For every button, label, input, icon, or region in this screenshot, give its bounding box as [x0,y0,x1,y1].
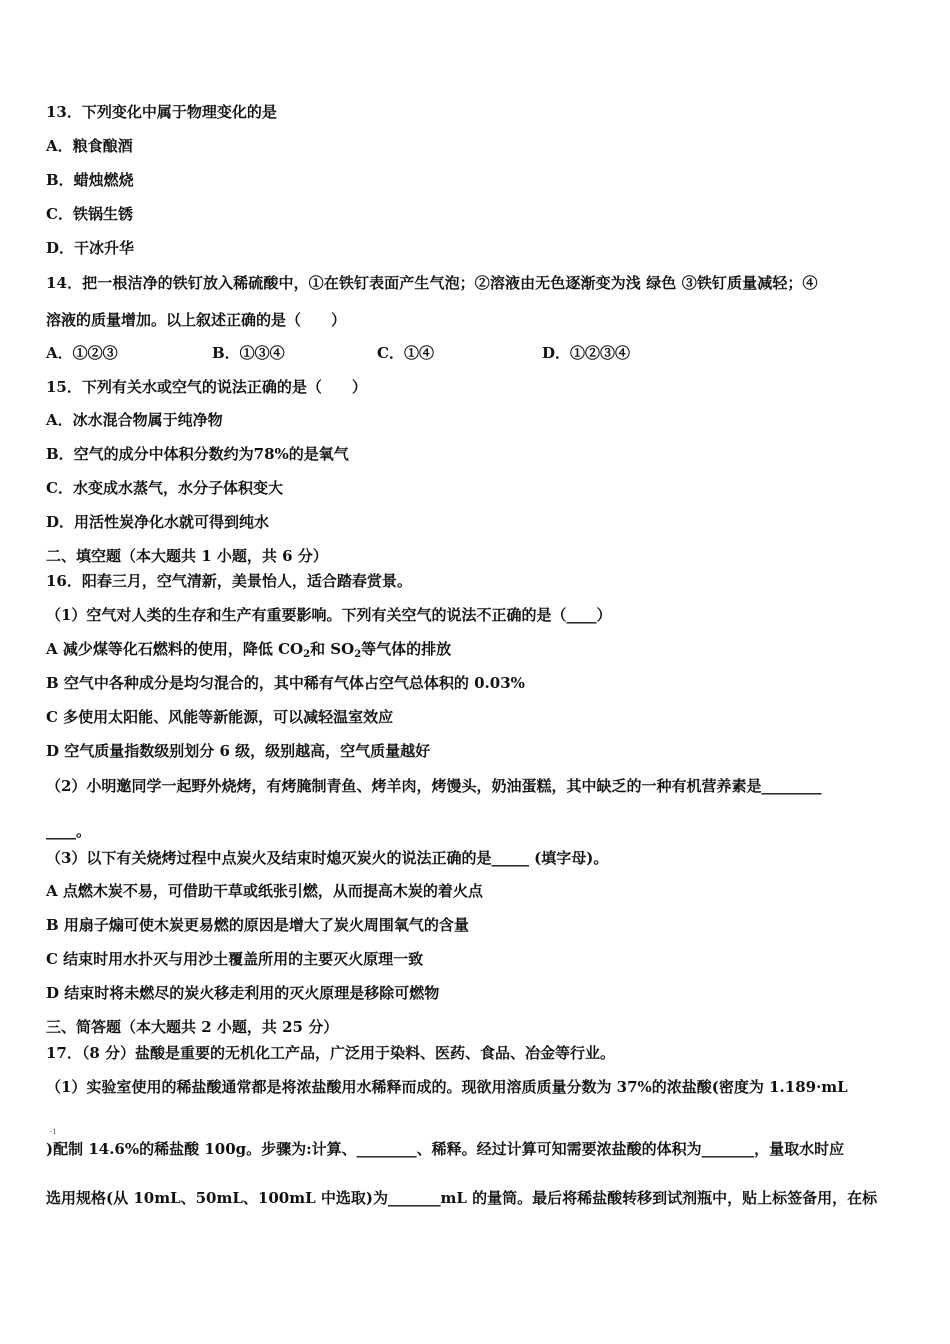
q16-part1-option-a [46,639,451,665]
q16-part3-option-b: B 用扇子煽可使木炭更易燃的原因是增大了炭火周围氧气的含量 [46,916,469,934]
q16-part2-continuation: ____。 [46,822,92,840]
q16-part1: （1）空气对人类的生存和生产有重要影响。下列有关空气的说法不正确的是（____） [46,606,612,624]
q14-option-c: C．①④ [377,344,434,362]
q15-stem: 15．下列有关水或空气的说法正确的是（ ） [46,378,367,396]
q16-part3-option-a: A 点燃木炭不易，可借助干草或纸张引燃，从而提高木炭的着火点 [46,882,483,900]
q17-part1-line2: )配制 14.6%的稀盐酸 100g。步骤为:计算、________、稀释。经过计算可知需要浓盐酸的体积为_______，量取水时应 [46,1140,845,1158]
superscript-mark: -1 [50,1128,57,1136]
q13-option-c: C．铁锅生锈 [46,205,133,223]
q14-stem-line2: 溶液的质量增加。以上叙述正确的是（ ） [46,311,347,329]
q16-part3-option-d: D 结束时将未燃尽的炭火移走利用的灭火原理是移除可燃物 [46,984,440,1002]
q15-option-b: B．空气的成分中体积分数约为78%的是氧气 [46,445,349,463]
section-3-heading: 三、简答题（本大题共 2 小题，共 25 分） [46,1018,339,1036]
q16-part1-option-a-text1: A 减少煤等化石燃料的使用，降低 CO [46,640,304,658]
q16-part1-option-a-text3: 等气体的排放 [361,640,452,658]
q14-stem-line1: 14．把一根洁净的铁钉放入稀硫酸中，①在铁钉表面产生气泡；②溶液由无色逐渐变为浅 绿色 ③铁钉质量减轻；④ [46,274,818,292]
q17-part1-line1: （1）实验室使用的稀盐酸通常都是将浓盐酸用水稀释而成的。现欲用溶质质量分数为 37%的浓盐酸(密度为 1.189·mL [46,1078,848,1096]
q16-part3: （3）以下有关烧烤过程中点炭火及结束时熄灭炭火的说法正确的是_____ (填字母)。 [46,849,609,867]
q16-stem: 16．阳春三月，空气清新，美景怡人，适合踏春赏景。 [46,572,412,590]
q16-part1-option-a-text2: 和 SO [310,640,355,658]
q15-option-d: D．用活性炭净化水就可得到纯水 [46,513,270,531]
q16-part2: （2）小明邀同学一起野外烧烤，有烤腌制青鱼、烤羊肉，烤馒头，奶油蛋糕，其中缺乏的一种有机营养素是________ [46,777,822,795]
q14-option-d: D．①②③④ [542,344,631,362]
q14-option-a: A．①②③ [46,344,118,362]
q15-option-a: A．冰水混合物属于纯净物 [46,411,223,429]
q13-option-d: D．干冰升华 [46,239,135,257]
q15-option-c: C．水变成水蒸气，水分子体积变大 [46,479,283,497]
subscript-2: 2 [303,649,311,660]
q16-part1-option-b: B 空气中各种成分是均匀混合的，其中稀有气体占空气总体积的 0.03% [46,674,525,692]
q13-stem: 13．下列变化中属于物理变化的是 [46,103,277,121]
q17-stem: 17．（8 分）盐酸是重要的无机化工产品，广泛用于染料、医药、食品、冶金等行业。 [46,1044,616,1062]
section-2-heading: 二、填空题（本大题共 1 小题，共 6 分） [46,547,328,565]
q16-part1-option-c: C 多使用太阳能、风能等新能源，可以减轻温室效应 [46,708,394,726]
q17-part1-line3: 选用规格(从 10mL、50mL、100mL 中选取)为_______mL 的量筒。最后将稀盐酸转移到试剂瓶中，贴上标签备用，在标 [46,1189,878,1207]
subscript-2: 2 [354,649,362,660]
q13-option-a: A．粮食酿酒 [46,137,133,155]
q13-option-b: B．蜡烛燃烧 [46,171,134,189]
q16-part1-option-d: D 空气质量指数级别划分 6 级，级别越高，空气质量越好 [46,742,431,760]
q14-option-b: B．①③④ [212,344,285,362]
q16-part3-option-c: C 结束时用水扑灭与用沙土覆盖所用的主要灭火原理一致 [46,950,424,968]
